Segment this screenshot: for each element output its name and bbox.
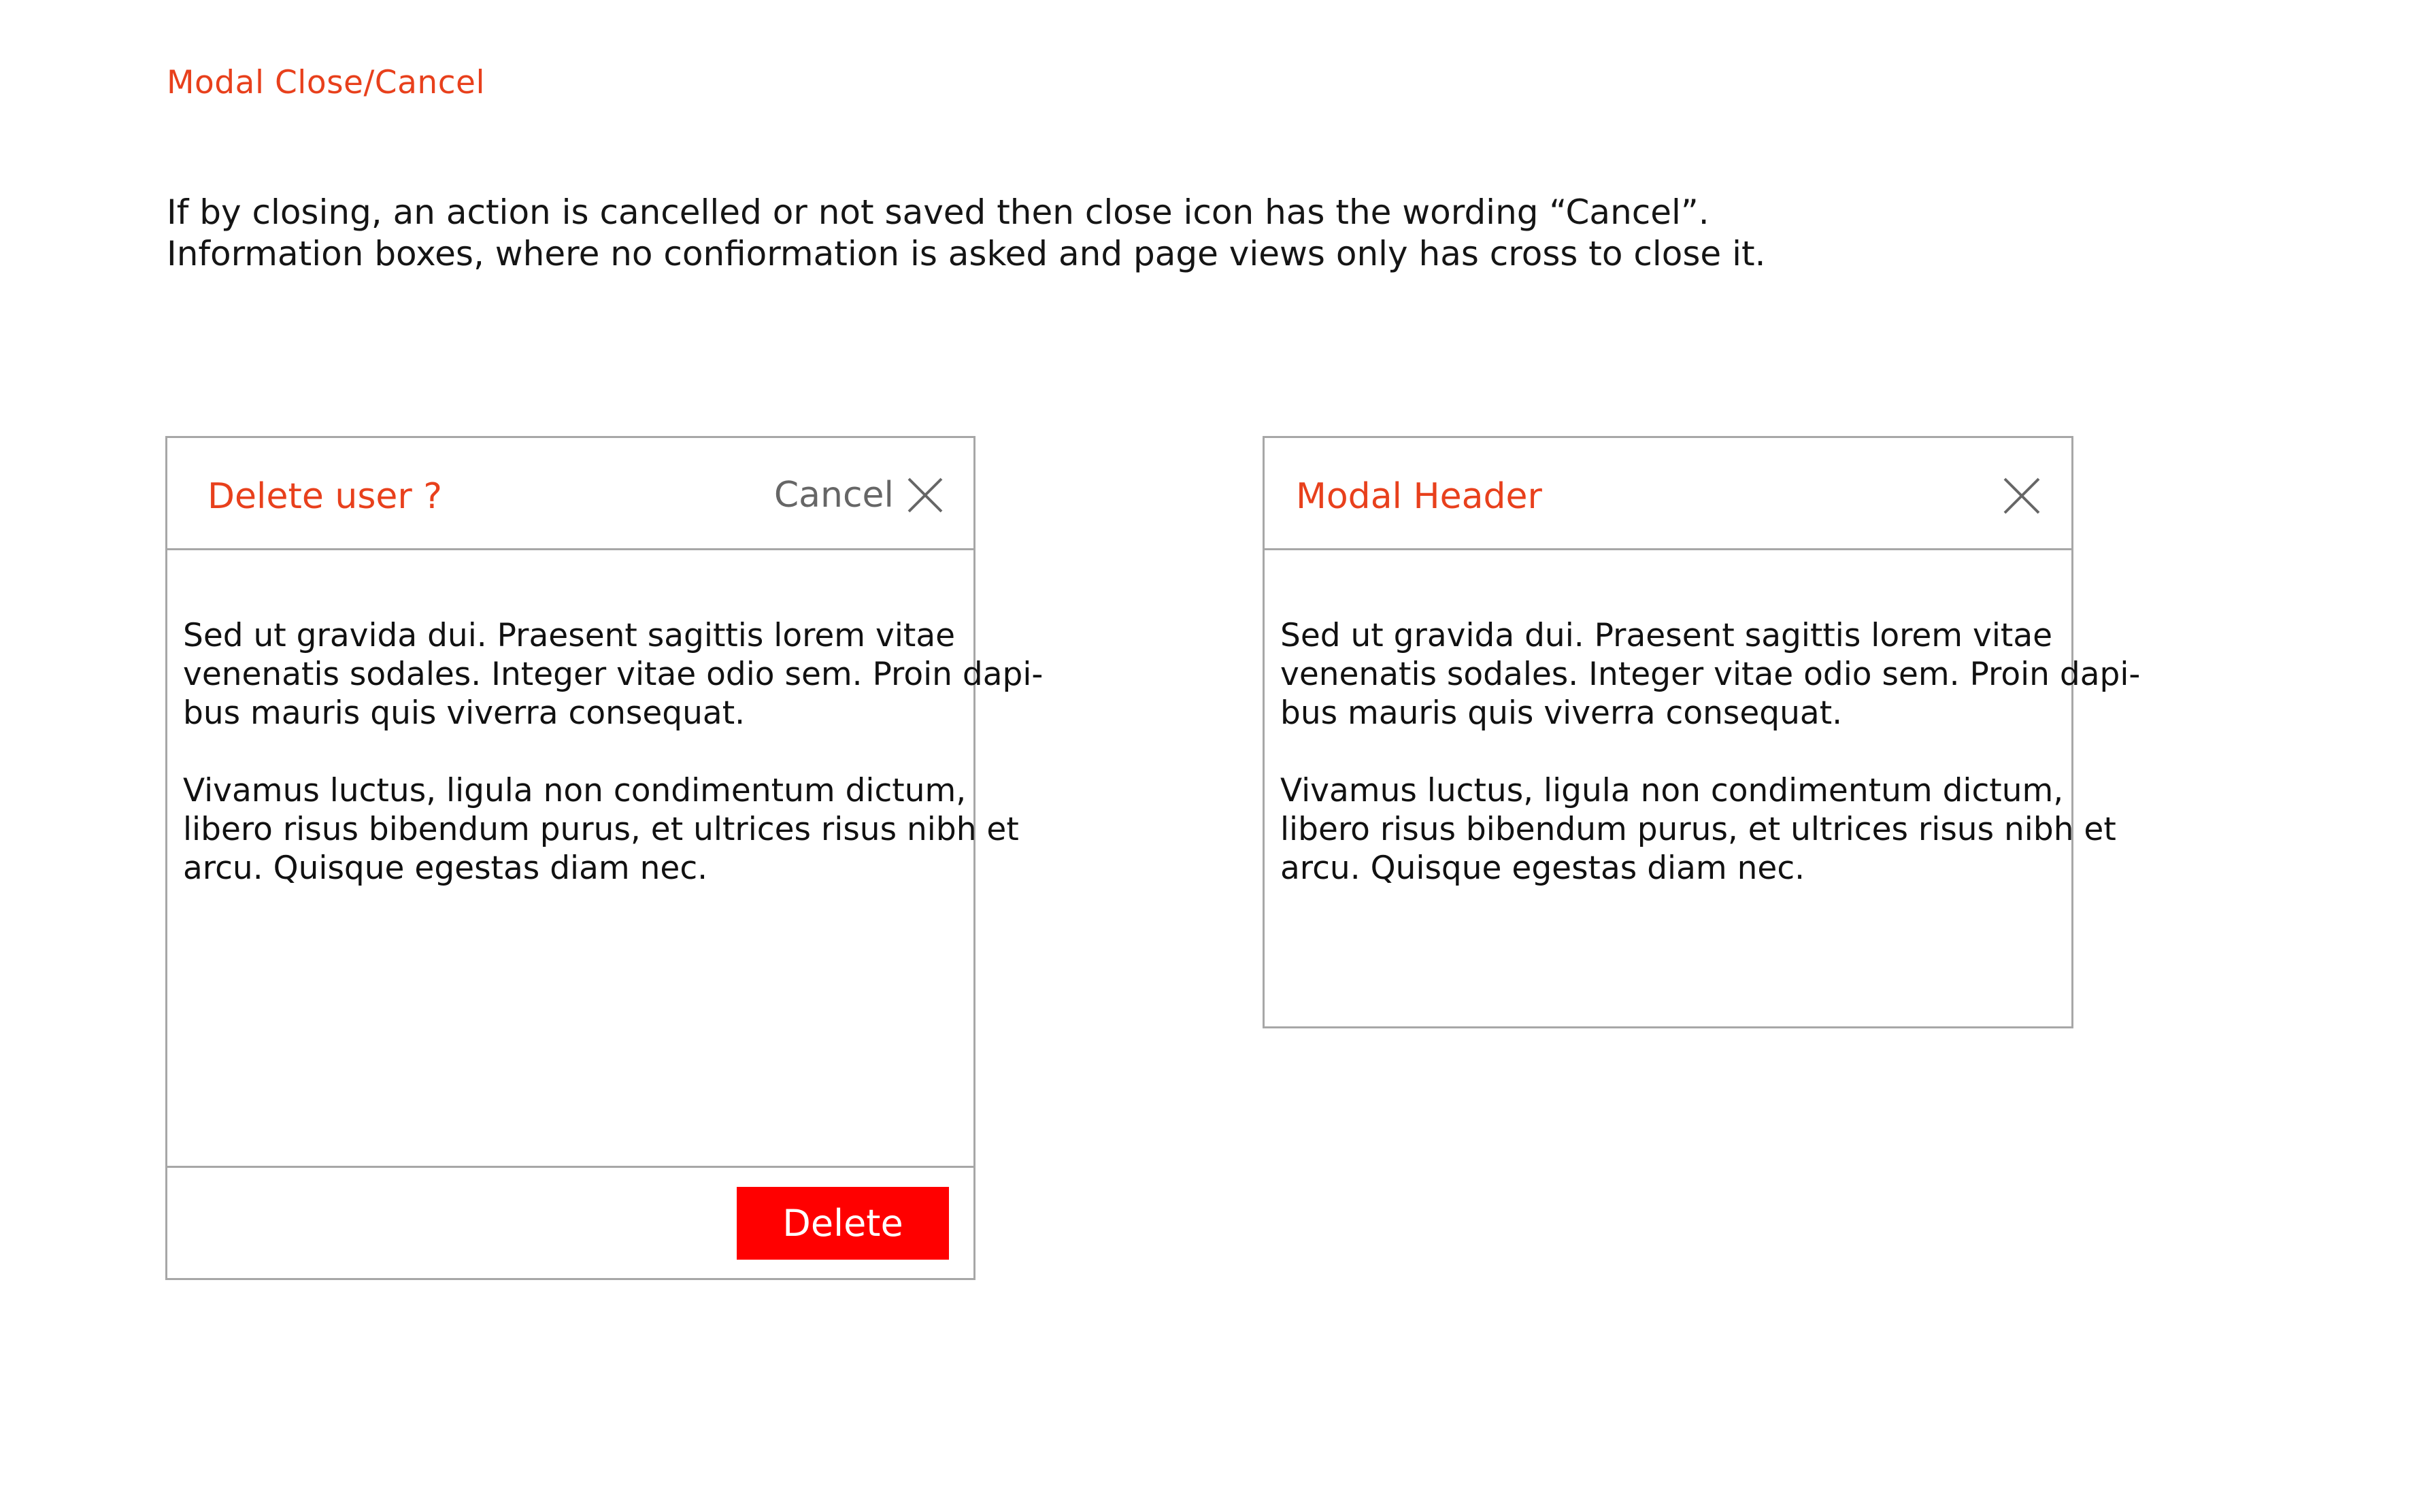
body-line: arcu. Quisque egestas diam nec. [1280,850,1805,887]
intro-line-2: Information boxes, where no confiormation is asked and page views only has cross to close it. [167,234,1766,273]
intro-text [167,192,1765,275]
close-icon [2002,476,2041,516]
body-line: bus mauris quis viverra consequat. [183,694,746,732]
cancel-label: Cancel [773,475,894,516]
delete-button[interactable]: Delete [737,1187,949,1260]
body-line: venenatis sodales. Integer vitae odio sem. Proin dapi- [1280,656,2141,693]
section-title: Modal Close/Cancel [167,64,486,101]
info-modal [1263,436,2141,1028]
body-paragraph-2 [183,771,1019,888]
body-line: bus mauris quis viverra consequat. [1280,694,1843,732]
body-line: venenatis sodales. Integer vitae odio sem. Proin dapi- [183,656,1044,693]
delete-user-modal [165,436,1044,1280]
modal-footer [167,1166,973,1278]
close-icon [906,476,944,514]
body-line: Sed ut gravida dui. Praesent sagittis lorem vitae [1280,617,2053,654]
body-line: Vivamus luctus, ligula non condimentum dictum, [183,772,967,809]
body-line: libero risus bibendum purus, et ultrices risus nibh et [183,811,1019,848]
body-paragraph-1 [183,616,1044,733]
body-line: arcu. Quisque egestas diam nec. [183,850,708,887]
body-line: Vivamus luctus, ligula non condimentum dictum, [1280,772,2064,809]
close-button[interactable] [2002,476,2041,516]
modal-body [1280,616,2141,926]
body-line: libero risus bibendum purus, et ultrices risus nibh et [1280,811,2116,848]
modal-body [183,616,1044,926]
body-paragraph-1 [1280,616,2141,733]
body-line: Sed ut gravida dui. Praesent sagittis lorem vitae [183,617,956,654]
modal-header [167,438,973,550]
modal-title: Delete user ? [207,476,442,517]
body-paragraph-2 [1280,771,2116,888]
modal-header [1265,438,2071,550]
intro-line-1: If by closing, an action is cancelled or not saved then close icon has the wording “Cancel”. [167,192,1709,232]
modal-title: Modal Header [1296,476,1542,517]
cancel-button[interactable] [774,473,944,517]
